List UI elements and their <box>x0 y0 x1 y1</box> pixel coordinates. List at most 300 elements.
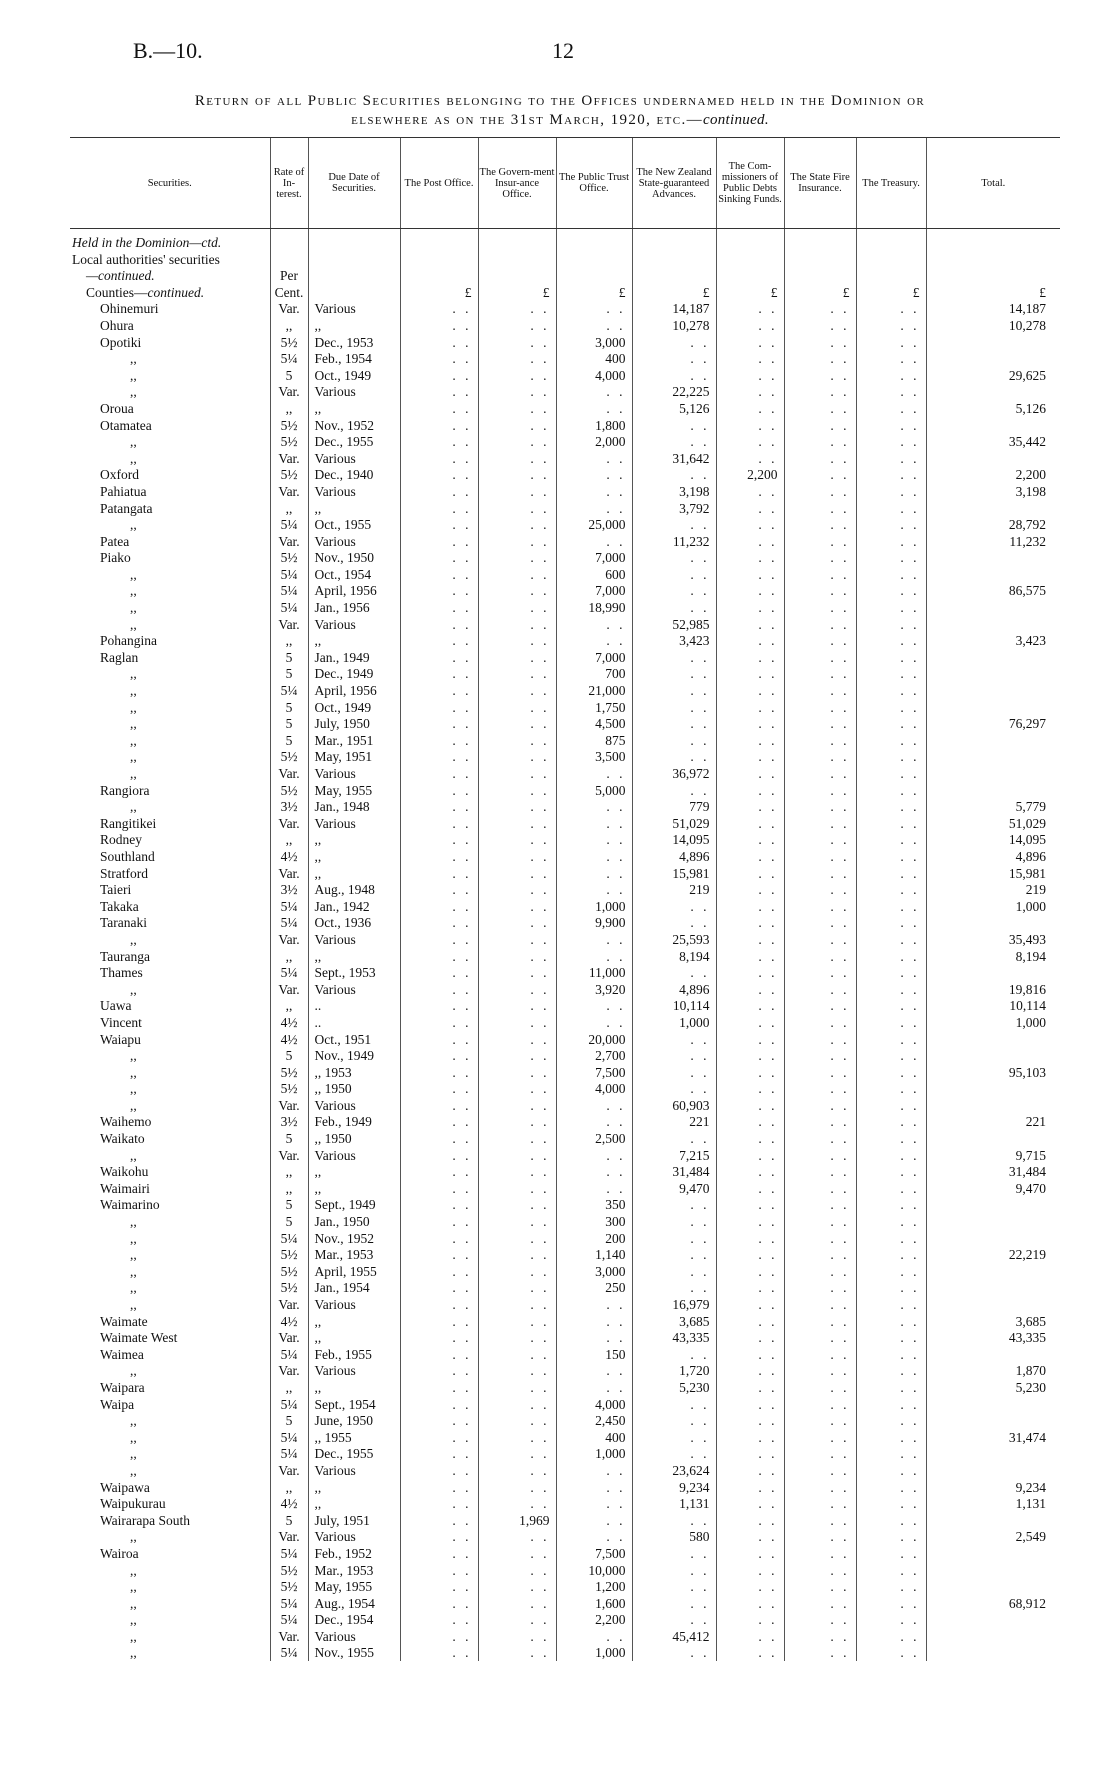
cell-state-fire-empty: . . <box>784 1230 856 1247</box>
cell-government-insurance-empty: . . <box>478 583 556 600</box>
cell-post-office-empty: . . <box>400 898 478 915</box>
cell-sinking-funds-empty: . . <box>716 301 784 318</box>
security-name: ,, <box>130 517 137 533</box>
cell-state-guaranteed: 15,981 <box>632 865 716 882</box>
due-date: Various <box>308 533 400 550</box>
cell-sinking-funds-empty: . . <box>716 1114 784 1131</box>
table-row <box>70 533 1060 550</box>
table-row <box>70 965 1060 982</box>
due-date: ,, <box>308 317 400 334</box>
cell-state-guaranteed-empty: . . <box>632 467 716 484</box>
cell-government-insurance-empty: . . <box>478 799 556 816</box>
due-date: Nov., 1952 <box>308 417 400 434</box>
due-date: Aug., 1948 <box>308 882 400 899</box>
due-date: ,, <box>308 500 400 517</box>
table-row <box>70 1545 1060 1562</box>
table-row <box>70 1081 1060 1098</box>
cell-state-fire-empty: . . <box>784 1330 856 1347</box>
interest-rate: 5¼ <box>270 898 308 915</box>
cell-post-office-empty: . . <box>400 1379 478 1396</box>
cell-treasury-empty: . . <box>856 1429 926 1446</box>
cell-public-trust-empty: . . <box>556 450 632 467</box>
cell-public-trust: 7,500 <box>556 1545 632 1562</box>
row-total: 5,779 <box>926 799 1060 816</box>
cell-sinking-funds-empty: . . <box>716 1330 784 1347</box>
interest-rate: ,, <box>270 400 308 417</box>
interest-rate: 5½ <box>270 434 308 451</box>
cell-state-fire-empty: . . <box>784 450 856 467</box>
security-name: ,, <box>130 1214 137 1230</box>
cell-government-insurance-empty: . . <box>478 1247 556 1264</box>
section-row <box>70 251 1060 268</box>
table-row <box>70 500 1060 517</box>
cell-post-office-empty: . . <box>400 1429 478 1446</box>
table-row <box>70 400 1060 417</box>
cell-sinking-funds-empty: . . <box>716 998 784 1015</box>
due-date: Mar., 1951 <box>308 732 400 749</box>
cell-treasury-empty: . . <box>856 1628 926 1645</box>
cell-sinking-funds-empty: . . <box>716 384 784 401</box>
row-total-empty <box>926 550 1060 567</box>
cell-sinking-funds-empty: . . <box>716 517 784 534</box>
row-total: 1,000 <box>926 1014 1060 1031</box>
due-date: ,, <box>308 1180 400 1197</box>
cell-government-insurance-empty: . . <box>478 1296 556 1313</box>
unit-pound: £ <box>400 284 478 301</box>
unit-pound: £ <box>632 284 716 301</box>
cell-state-guaranteed-empty: . . <box>632 1048 716 1065</box>
cell-sinking-funds-empty: . . <box>716 599 784 616</box>
cell-treasury-empty: . . <box>856 1014 926 1031</box>
cell-government-insurance-empty: . . <box>478 1479 556 1496</box>
cell-public-trust: 4,000 <box>556 1081 632 1098</box>
cell-state-guaranteed: 51,029 <box>632 815 716 832</box>
cell-post-office-empty: . . <box>400 1396 478 1413</box>
table-row <box>70 583 1060 600</box>
cell-public-trust-empty: . . <box>556 832 632 849</box>
cell-state-guaranteed-empty: . . <box>632 1263 716 1280</box>
row-total-empty <box>926 1081 1060 1098</box>
due-date: .. <box>308 1014 400 1031</box>
cell-sinking-funds-empty: . . <box>716 450 784 467</box>
security-name: Wairarapa South <box>100 1512 191 1528</box>
cell-sinking-funds-empty: . . <box>716 351 784 368</box>
row-total-empty <box>926 1230 1060 1247</box>
row-total: 86,575 <box>926 583 1060 600</box>
cell-post-office-empty: . . <box>400 765 478 782</box>
cell-treasury-empty: . . <box>856 434 926 451</box>
cell-treasury-empty: . . <box>856 882 926 899</box>
cell-state-fire-empty: . . <box>784 483 856 500</box>
cell-treasury-empty: . . <box>856 1097 926 1114</box>
cell-state-guaranteed: 3,423 <box>632 633 716 650</box>
cell-sinking-funds-empty: . . <box>716 799 784 816</box>
due-date: ,, 1950 <box>308 1081 400 1098</box>
cell-state-fire-empty: . . <box>784 400 856 417</box>
cell-public-trust: 11,000 <box>556 965 632 982</box>
interest-rate: 5½ <box>270 1081 308 1098</box>
cell-state-guaranteed: 3,198 <box>632 483 716 500</box>
due-date: ,, <box>308 1330 400 1347</box>
row-total-empty <box>926 616 1060 633</box>
cell-post-office-empty: . . <box>400 483 478 500</box>
security-name: ,, <box>130 699 137 715</box>
table-row <box>70 1114 1060 1131</box>
cell-post-office-empty: . . <box>400 1048 478 1065</box>
cell-state-guaranteed-empty: . . <box>632 566 716 583</box>
cell-public-trust: 300 <box>556 1213 632 1230</box>
row-total-empty <box>926 1197 1060 1214</box>
col-total: Total. <box>926 138 1060 229</box>
cell-state-fire-empty: . . <box>784 1213 856 1230</box>
cell-post-office-empty: . . <box>400 682 478 699</box>
cell-post-office-empty: . . <box>400 799 478 816</box>
security-name: ,, <box>130 732 137 748</box>
cell-state-guaranteed-empty: . . <box>632 682 716 699</box>
row-total: 5,230 <box>926 1379 1060 1396</box>
cell-state-fire-empty: . . <box>784 1479 856 1496</box>
cell-government-insurance-empty: . . <box>478 749 556 766</box>
interest-rate: 3½ <box>270 882 308 899</box>
cell-state-fire-empty: . . <box>784 434 856 451</box>
cell-treasury-empty: . . <box>856 467 926 484</box>
cell-government-insurance-empty: . . <box>478 1213 556 1230</box>
table-row <box>70 1147 1060 1164</box>
cell-post-office-empty: . . <box>400 1313 478 1330</box>
interest-rate: Var. <box>270 765 308 782</box>
row-total: 4,896 <box>926 848 1060 865</box>
cell-government-insurance-empty: . . <box>478 1346 556 1363</box>
cell-sinking-funds: 2,200 <box>716 467 784 484</box>
cell-state-guaranteed: 4,896 <box>632 848 716 865</box>
row-total: 28,792 <box>926 517 1060 534</box>
cell-post-office-empty: . . <box>400 1413 478 1430</box>
due-date: April, 1956 <box>308 682 400 699</box>
cell-public-trust: 7,000 <box>556 550 632 567</box>
security-name: Rangiora <box>100 782 150 798</box>
cell-sinking-funds-empty: . . <box>716 317 784 334</box>
security-name: Southland <box>100 848 155 864</box>
row-total-empty <box>926 732 1060 749</box>
cell-treasury-empty: . . <box>856 965 926 982</box>
cell-treasury-empty: . . <box>856 517 926 534</box>
cell-state-guaranteed-empty: . . <box>632 915 716 932</box>
cell-government-insurance-empty: . . <box>478 699 556 716</box>
cell-state-guaranteed-empty: . . <box>632 1081 716 1098</box>
table-row <box>70 1197 1060 1214</box>
security-name: ,, <box>130 1446 137 1462</box>
due-date: Dec., 1953 <box>308 334 400 351</box>
due-date: Sept., 1953 <box>308 965 400 982</box>
cell-treasury-empty: . . <box>856 682 926 699</box>
cell-public-trust: 4,000 <box>556 1396 632 1413</box>
table-row <box>70 1429 1060 1446</box>
cell-state-fire-empty: . . <box>784 1462 856 1479</box>
security-name: ,, <box>130 600 137 616</box>
cell-treasury-empty: . . <box>856 782 926 799</box>
cell-public-trust: 3,920 <box>556 981 632 998</box>
title-line-2-text: elsewhere as on the 31st March, 1920, etc.— <box>351 112 703 128</box>
cell-state-guaranteed-empty: . . <box>632 1645 716 1662</box>
cell-state-guaranteed: 9,470 <box>632 1180 716 1197</box>
cell-sinking-funds-empty: . . <box>716 815 784 832</box>
cell-public-trust-empty: . . <box>556 1529 632 1546</box>
cell-public-trust-empty: . . <box>556 1462 632 1479</box>
due-date: Various <box>308 1147 400 1164</box>
cell-post-office-empty: . . <box>400 1130 478 1147</box>
row-total-empty <box>926 566 1060 583</box>
interest-rate: 5 <box>270 1413 308 1430</box>
cell-government-insurance-empty: . . <box>478 732 556 749</box>
due-date: April, 1955 <box>308 1263 400 1280</box>
cell-post-office-empty: . . <box>400 1628 478 1645</box>
due-date: ,, <box>308 848 400 865</box>
cell-public-trust: 600 <box>556 566 632 583</box>
security-name: ,, <box>130 1529 137 1545</box>
row-total-empty <box>926 1396 1060 1413</box>
document-reference: B.—10. <box>133 38 203 63</box>
table-row <box>70 832 1060 849</box>
row-total: 43,335 <box>926 1330 1060 1347</box>
cell-sinking-funds-empty: . . <box>716 633 784 650</box>
cell-sinking-funds-empty: . . <box>716 1645 784 1662</box>
unit-pound: £ <box>926 284 1060 301</box>
cell-treasury-empty: . . <box>856 417 926 434</box>
cell-post-office-empty: . . <box>400 351 478 368</box>
table-row <box>70 981 1060 998</box>
cell-government-insurance-empty: . . <box>478 1562 556 1579</box>
table-row <box>70 1064 1060 1081</box>
cell-treasury-empty: . . <box>856 1529 926 1546</box>
security-name: ,, <box>130 931 137 947</box>
row-total: 219 <box>926 882 1060 899</box>
cell-state-guaranteed-empty: . . <box>632 1512 716 1529</box>
cell-state-guaranteed-empty: . . <box>632 782 716 799</box>
cell-state-guaranteed: 31,484 <box>632 1164 716 1181</box>
security-name: ,, <box>130 351 137 367</box>
cell-government-insurance-empty: . . <box>478 550 556 567</box>
due-date: May, 1955 <box>308 1579 400 1596</box>
cell-treasury-empty: . . <box>856 1280 926 1297</box>
security-name: Taieri <box>100 882 132 898</box>
security-name: ,, <box>130 1048 137 1064</box>
interest-rate: 4½ <box>270 1031 308 1048</box>
cell-state-guaranteed: 3,792 <box>632 500 716 517</box>
cell-government-insurance-empty: . . <box>478 1446 556 1463</box>
col-public-trust: The Public Trust Office. <box>556 138 632 229</box>
table-row <box>70 1479 1060 1496</box>
interest-rate: 5¼ <box>270 566 308 583</box>
cell-public-trust-empty: . . <box>556 1512 632 1529</box>
cell-state-guaranteed: 5,126 <box>632 400 716 417</box>
row-total-empty <box>926 765 1060 782</box>
table-row <box>70 1097 1060 1114</box>
cell-government-insurance-empty: . . <box>478 417 556 434</box>
cell-state-guaranteed-empty: . . <box>632 1346 716 1363</box>
cell-state-fire-empty: . . <box>784 1628 856 1645</box>
cell-sinking-funds-empty: . . <box>716 1180 784 1197</box>
cell-government-insurance-empty: . . <box>478 1064 556 1081</box>
cell-sinking-funds-empty: . . <box>716 616 784 633</box>
cell-sinking-funds-empty: . . <box>716 782 784 799</box>
cell-post-office-empty: . . <box>400 1164 478 1181</box>
cell-public-trust: 21,000 <box>556 682 632 699</box>
interest-rate: Var. <box>270 815 308 832</box>
cell-public-trust-empty: . . <box>556 1097 632 1114</box>
cell-state-fire-empty: . . <box>784 1446 856 1463</box>
cell-public-trust: 1,000 <box>556 1446 632 1463</box>
row-total: 3,198 <box>926 483 1060 500</box>
due-date: April, 1956 <box>308 583 400 600</box>
cell-state-fire-empty: . . <box>784 1031 856 1048</box>
section-held-in-dominion: Held in the Dominion—ctd. <box>72 235 222 250</box>
cell-government-insurance-empty: . . <box>478 1147 556 1164</box>
counties-continued: continued. <box>147 284 205 300</box>
cell-treasury-empty: . . <box>856 384 926 401</box>
due-date: Various <box>308 1363 400 1380</box>
security-name: ,, <box>130 1297 137 1312</box>
cell-sinking-funds-empty: . . <box>716 832 784 849</box>
cell-post-office-empty: . . <box>400 583 478 600</box>
cell-public-trust-empty: . . <box>556 317 632 334</box>
cell-post-office-empty: . . <box>400 633 478 650</box>
due-date: Jan., 1948 <box>308 799 400 816</box>
row-total: 14,187 <box>926 301 1060 318</box>
cell-treasury-empty: . . <box>856 915 926 932</box>
interest-rate: 5¼ <box>270 1346 308 1363</box>
title-continued: continued. <box>703 112 769 128</box>
cell-treasury-empty: . . <box>856 317 926 334</box>
row-total-empty <box>926 1545 1060 1562</box>
due-date: Oct., 1955 <box>308 517 400 534</box>
cell-treasury-empty: . . <box>856 483 926 500</box>
cell-treasury-empty: . . <box>856 1413 926 1430</box>
cell-sinking-funds-empty: . . <box>716 1545 784 1562</box>
cell-treasury-empty: . . <box>856 367 926 384</box>
security-name: Waikohu <box>100 1164 149 1180</box>
cell-sinking-funds-empty: . . <box>716 948 784 965</box>
row-total: 35,493 <box>926 931 1060 948</box>
row-total-empty <box>926 699 1060 716</box>
due-date: ,, 1950 <box>308 1130 400 1147</box>
due-date: Various <box>308 1628 400 1645</box>
cell-state-fire-empty: . . <box>784 1263 856 1280</box>
interest-rate: 5 <box>270 699 308 716</box>
cell-public-trust-empty: . . <box>556 467 632 484</box>
cell-post-office-empty: . . <box>400 1014 478 1031</box>
cell-state-guaranteed: 1,131 <box>632 1496 716 1513</box>
cell-state-guaranteed: 7,215 <box>632 1147 716 1164</box>
cell-treasury-empty: . . <box>856 616 926 633</box>
due-date: Nov., 1952 <box>308 1230 400 1247</box>
cell-post-office-empty: . . <box>400 1562 478 1579</box>
cell-post-office-empty: . . <box>400 1645 478 1662</box>
row-total-empty <box>926 749 1060 766</box>
cell-sinking-funds-empty: . . <box>716 981 784 998</box>
cell-government-insurance-empty: . . <box>478 1130 556 1147</box>
row-total-empty <box>926 1130 1060 1147</box>
cell-government-insurance-empty: . . <box>478 1545 556 1562</box>
cell-sinking-funds-empty: . . <box>716 1512 784 1529</box>
cell-state-fire-empty: . . <box>784 1363 856 1380</box>
cell-state-fire-empty: . . <box>784 1496 856 1513</box>
security-name: ,, <box>130 1081 137 1097</box>
col-post-office: The Post Office. <box>400 138 478 229</box>
table-row <box>70 1512 1060 1529</box>
table-row <box>70 1496 1060 1513</box>
cell-state-guaranteed-empty: . . <box>632 334 716 351</box>
interest-rate: 3½ <box>270 799 308 816</box>
security-name: Rodney <box>100 832 142 848</box>
cell-state-fire-empty: . . <box>784 1097 856 1114</box>
cell-state-fire-empty: . . <box>784 1280 856 1297</box>
cell-sinking-funds-empty: . . <box>716 1197 784 1214</box>
cell-government-insurance-empty: . . <box>478 334 556 351</box>
row-total-empty <box>926 1562 1060 1579</box>
cell-government-insurance: 1,969 <box>478 1512 556 1529</box>
cell-state-fire-empty: . . <box>784 799 856 816</box>
cell-government-insurance-empty: . . <box>478 1048 556 1065</box>
cell-state-fire-empty: . . <box>784 334 856 351</box>
due-date: July, 1950 <box>308 716 400 733</box>
row-total-empty <box>926 384 1060 401</box>
table-row <box>70 317 1060 334</box>
security-name: Otamatea <box>100 417 152 433</box>
interest-rate: 5 <box>270 666 308 683</box>
cell-treasury-empty: . . <box>856 1363 926 1380</box>
cell-state-guaranteed: 1,000 <box>632 1014 716 1031</box>
cell-post-office-empty: . . <box>400 749 478 766</box>
security-name: ,, <box>130 1363 137 1379</box>
cell-post-office-empty: . . <box>400 1081 478 1098</box>
cell-sinking-funds-empty: . . <box>716 1446 784 1463</box>
cell-state-fire-empty: . . <box>784 931 856 948</box>
cell-state-fire-empty: . . <box>784 384 856 401</box>
cell-public-trust: 1,140 <box>556 1247 632 1264</box>
cell-post-office-empty: . . <box>400 1296 478 1313</box>
interest-rate: 5½ <box>270 1247 308 1264</box>
cell-treasury-empty: . . <box>856 865 926 882</box>
cell-public-trust-empty: . . <box>556 384 632 401</box>
security-name: Opotiki <box>100 334 142 350</box>
cell-sinking-funds-empty: . . <box>716 1247 784 1264</box>
cell-state-guaranteed: 221 <box>632 1114 716 1131</box>
cell-state-fire-empty: . . <box>784 533 856 550</box>
row-total: 19,816 <box>926 981 1060 998</box>
table-row <box>70 616 1060 633</box>
cell-state-fire-empty: . . <box>784 1346 856 1363</box>
table-row <box>70 367 1060 384</box>
due-date: Nov., 1950 <box>308 550 400 567</box>
table-row <box>70 732 1060 749</box>
table-row <box>70 749 1060 766</box>
row-total-empty <box>926 1031 1060 1048</box>
due-date: Dec., 1949 <box>308 666 400 683</box>
due-date: Various <box>308 384 400 401</box>
cell-sinking-funds-empty: . . <box>716 417 784 434</box>
cell-government-insurance-empty: . . <box>478 1645 556 1662</box>
table-row <box>70 1628 1060 1645</box>
security-name: Waimea <box>100 1346 144 1362</box>
cell-public-trust: 20,000 <box>556 1031 632 1048</box>
table-row <box>70 799 1060 816</box>
cell-state-guaranteed: 10,114 <box>632 998 716 1015</box>
cell-public-trust-empty: . . <box>556 1014 632 1031</box>
cell-treasury-empty: . . <box>856 1396 926 1413</box>
cell-public-trust-empty: . . <box>556 533 632 550</box>
cell-sinking-funds-empty: . . <box>716 1396 784 1413</box>
cell-post-office-empty: . . <box>400 716 478 733</box>
